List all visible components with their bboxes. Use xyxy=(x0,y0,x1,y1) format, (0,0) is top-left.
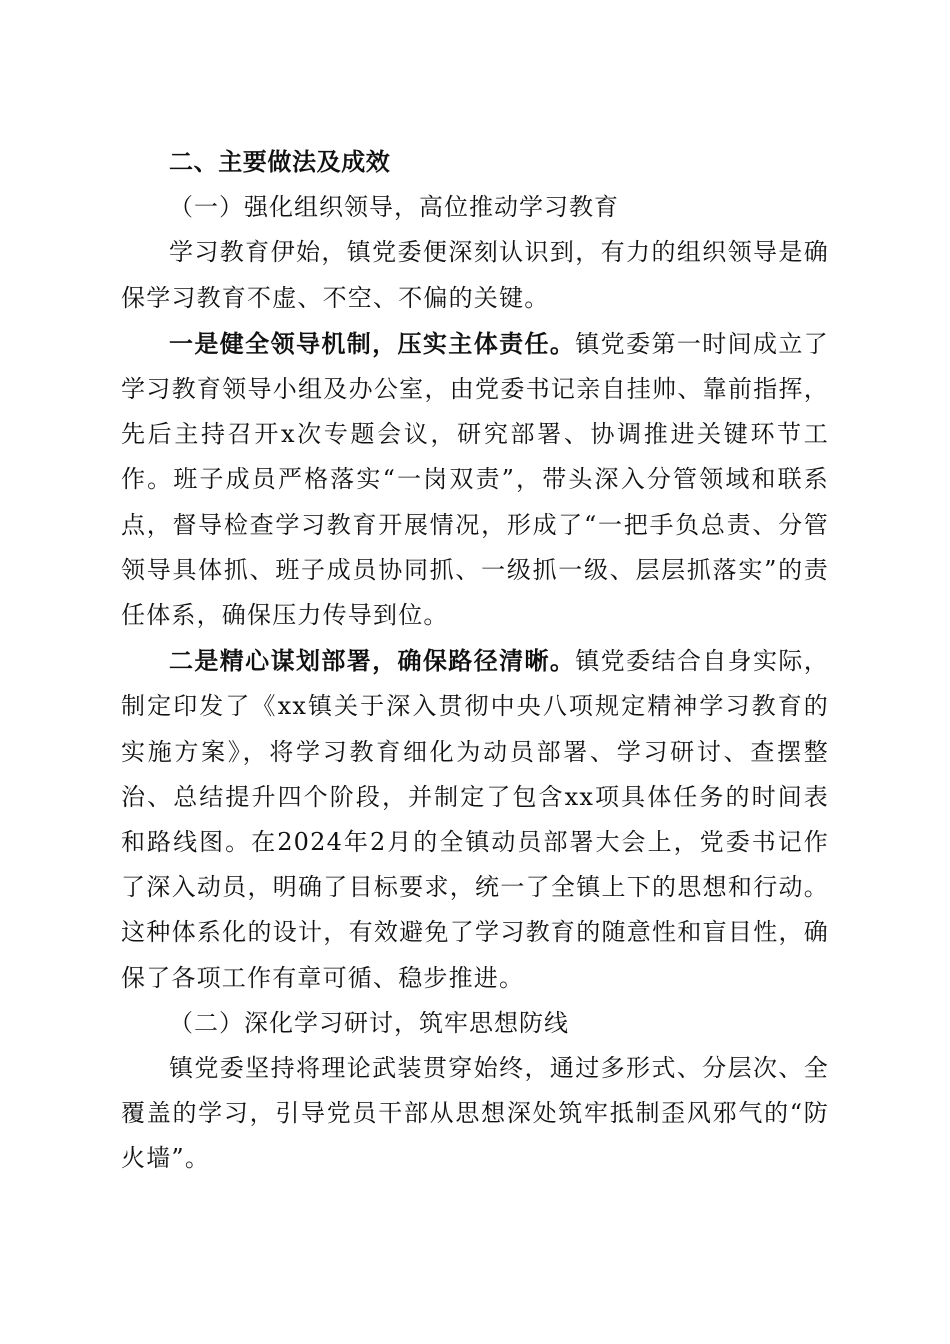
subsection-2-intro: 镇党委坚持将理论武装贯穿始终，通过多形式、分层次、全覆盖的学习，引导党员干部从思想深处筑牢抵制歪风邪气的“防火墙”。 xyxy=(121,1054,829,1173)
point-2-body: 镇党委结合自身实际，制定印发了《xx镇关于深入贯彻中央八项规定精神学习教育的实施方案》，将学习教育细化为动员部署、学习研讨、查摆整治、总结提升四个阶段，并制定了包含xx项具体任务的时间表和路线图。在2024年2月的全镇动员部署大会上，党委书记作了深入动员，明确了目标要求，统一了全镇上下的思想和行动。这种体系化的设计，有效避免了学习教育的随意性和盲目性，确保了各项工作有章可循、稳步推进。 xyxy=(121,647,830,992)
section-heading: 二、主要做法及成效 xyxy=(169,148,391,176)
point-1-paragraph xyxy=(121,321,829,638)
point-1-lead: 一是健全领导机制，压实主体责任。 xyxy=(169,328,576,358)
point-2-lead: 二是精心谋划部署，确保路径清晰。 xyxy=(169,646,576,676)
subsection-1-intro: 学习教育伊始，镇党委便深刻认识到，有力的组织领导是确保学习教育不虚、不空、不偏的关键。 xyxy=(121,238,829,312)
document-body xyxy=(121,140,829,1182)
subsection-heading-2: （二）深化学习研讨，筑牢思想防线 xyxy=(169,1008,569,1037)
point-2-paragraph xyxy=(121,638,829,1001)
point-1-body: 镇党委第一时间成立了学习教育领导小组及办公室，由党委书记亲自挂帅、靠前指挥，先后主持召开x次专题会议，研究部署、协调推进关键环节工作。班子成员严格落实“一岗双责”，带头深入分管领域和联系点，督导检查学习教育开展情况，形成了“一把手负总责、分管领导具体抓、班子成员协同抓、一级抓一级、层层抓落实”的责任体系，确保压力传导到位。 xyxy=(121,329,830,630)
subsection-heading-1: （一）强化组织领导，高位推动学习教育 xyxy=(169,193,619,222)
